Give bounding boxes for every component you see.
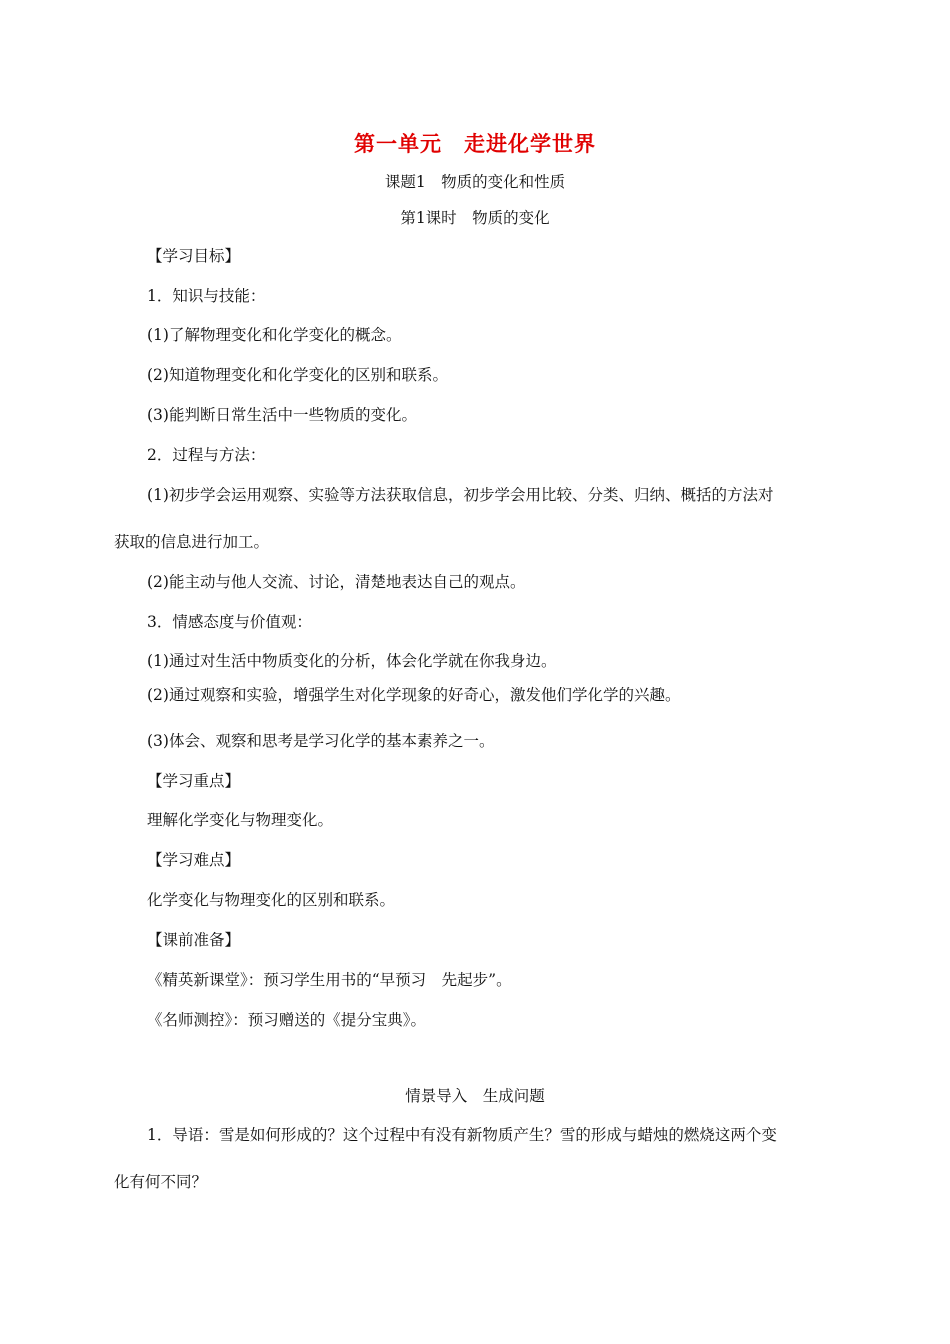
intro-line-2: 化有何不同？ — [114, 1173, 208, 1191]
scene-heading: 情景导入 生成问题 — [405, 1087, 545, 1105]
obj3-heading: 3．情感态度与价值观： — [147, 613, 312, 631]
key-heading: 【学习重点】 — [147, 772, 241, 790]
obj2-item-1-line-1: (1)初步学会运用观察、实验等方法获取信息，初步学会用比较、分类、归纳、概括的方法对 — [147, 486, 774, 504]
difficulty-heading: 【学习难点】 — [147, 851, 241, 869]
obj3-item-3: (3)体会、观察和思考是学习化学的基本素养之一。 — [147, 732, 495, 750]
obj2-heading: 2．过程与方法： — [147, 446, 266, 464]
obj3-item-1: (1)通过对生活中物质变化的分析，体会化学就在你我身边。 — [147, 652, 557, 670]
obj1-item-3: (3)能判断日常生活中一些物质的变化。 — [147, 406, 417, 424]
difficulty-text: 化学变化与物理变化的区别和联系。 — [147, 891, 396, 909]
obj1-heading: 1．知识与技能： — [147, 287, 266, 305]
obj2-item-2: (2)能主动与他人交流、讨论，清楚地表达自己的观点。 — [147, 573, 526, 591]
obj2-item-1-line-2: 获取的信息进行加工。 — [114, 533, 270, 551]
prep-item-2: 《名师测控》：预习赠送的《提分宝典》。 — [147, 1011, 427, 1029]
lesson-title: 课题1 物质的变化和性质 — [384, 173, 566, 191]
obj3-item-2: (2)通过观察和实验，增强学生对化学现象的好奇心，激发他们学化学的兴趣。 — [147, 686, 681, 704]
period-title: 第1课时 物质的变化 — [400, 209, 550, 227]
obj1-item-2: (2)知道物理变化和化学变化的区别和联系。 — [147, 366, 448, 384]
obj1-item-1: (1)了解物理变化和化学变化的概念。 — [147, 326, 402, 344]
objectives-heading: 【学习目标】 — [147, 247, 241, 265]
prep-heading: 【课前准备】 — [147, 931, 241, 949]
key-text: 理解化学变化与物理变化。 — [147, 811, 334, 829]
intro-line-1: 1．导语：雪是如何形成的？这个过程中有没有新物质产生？雪的形成与蜡烛的燃烧这两个变 — [147, 1126, 777, 1144]
prep-item-1: 《精英新课堂》：预习学生用书的“早预习 先起步”。 — [147, 971, 512, 989]
unit-title: 第一单元 走进化学世界 — [354, 131, 596, 156]
